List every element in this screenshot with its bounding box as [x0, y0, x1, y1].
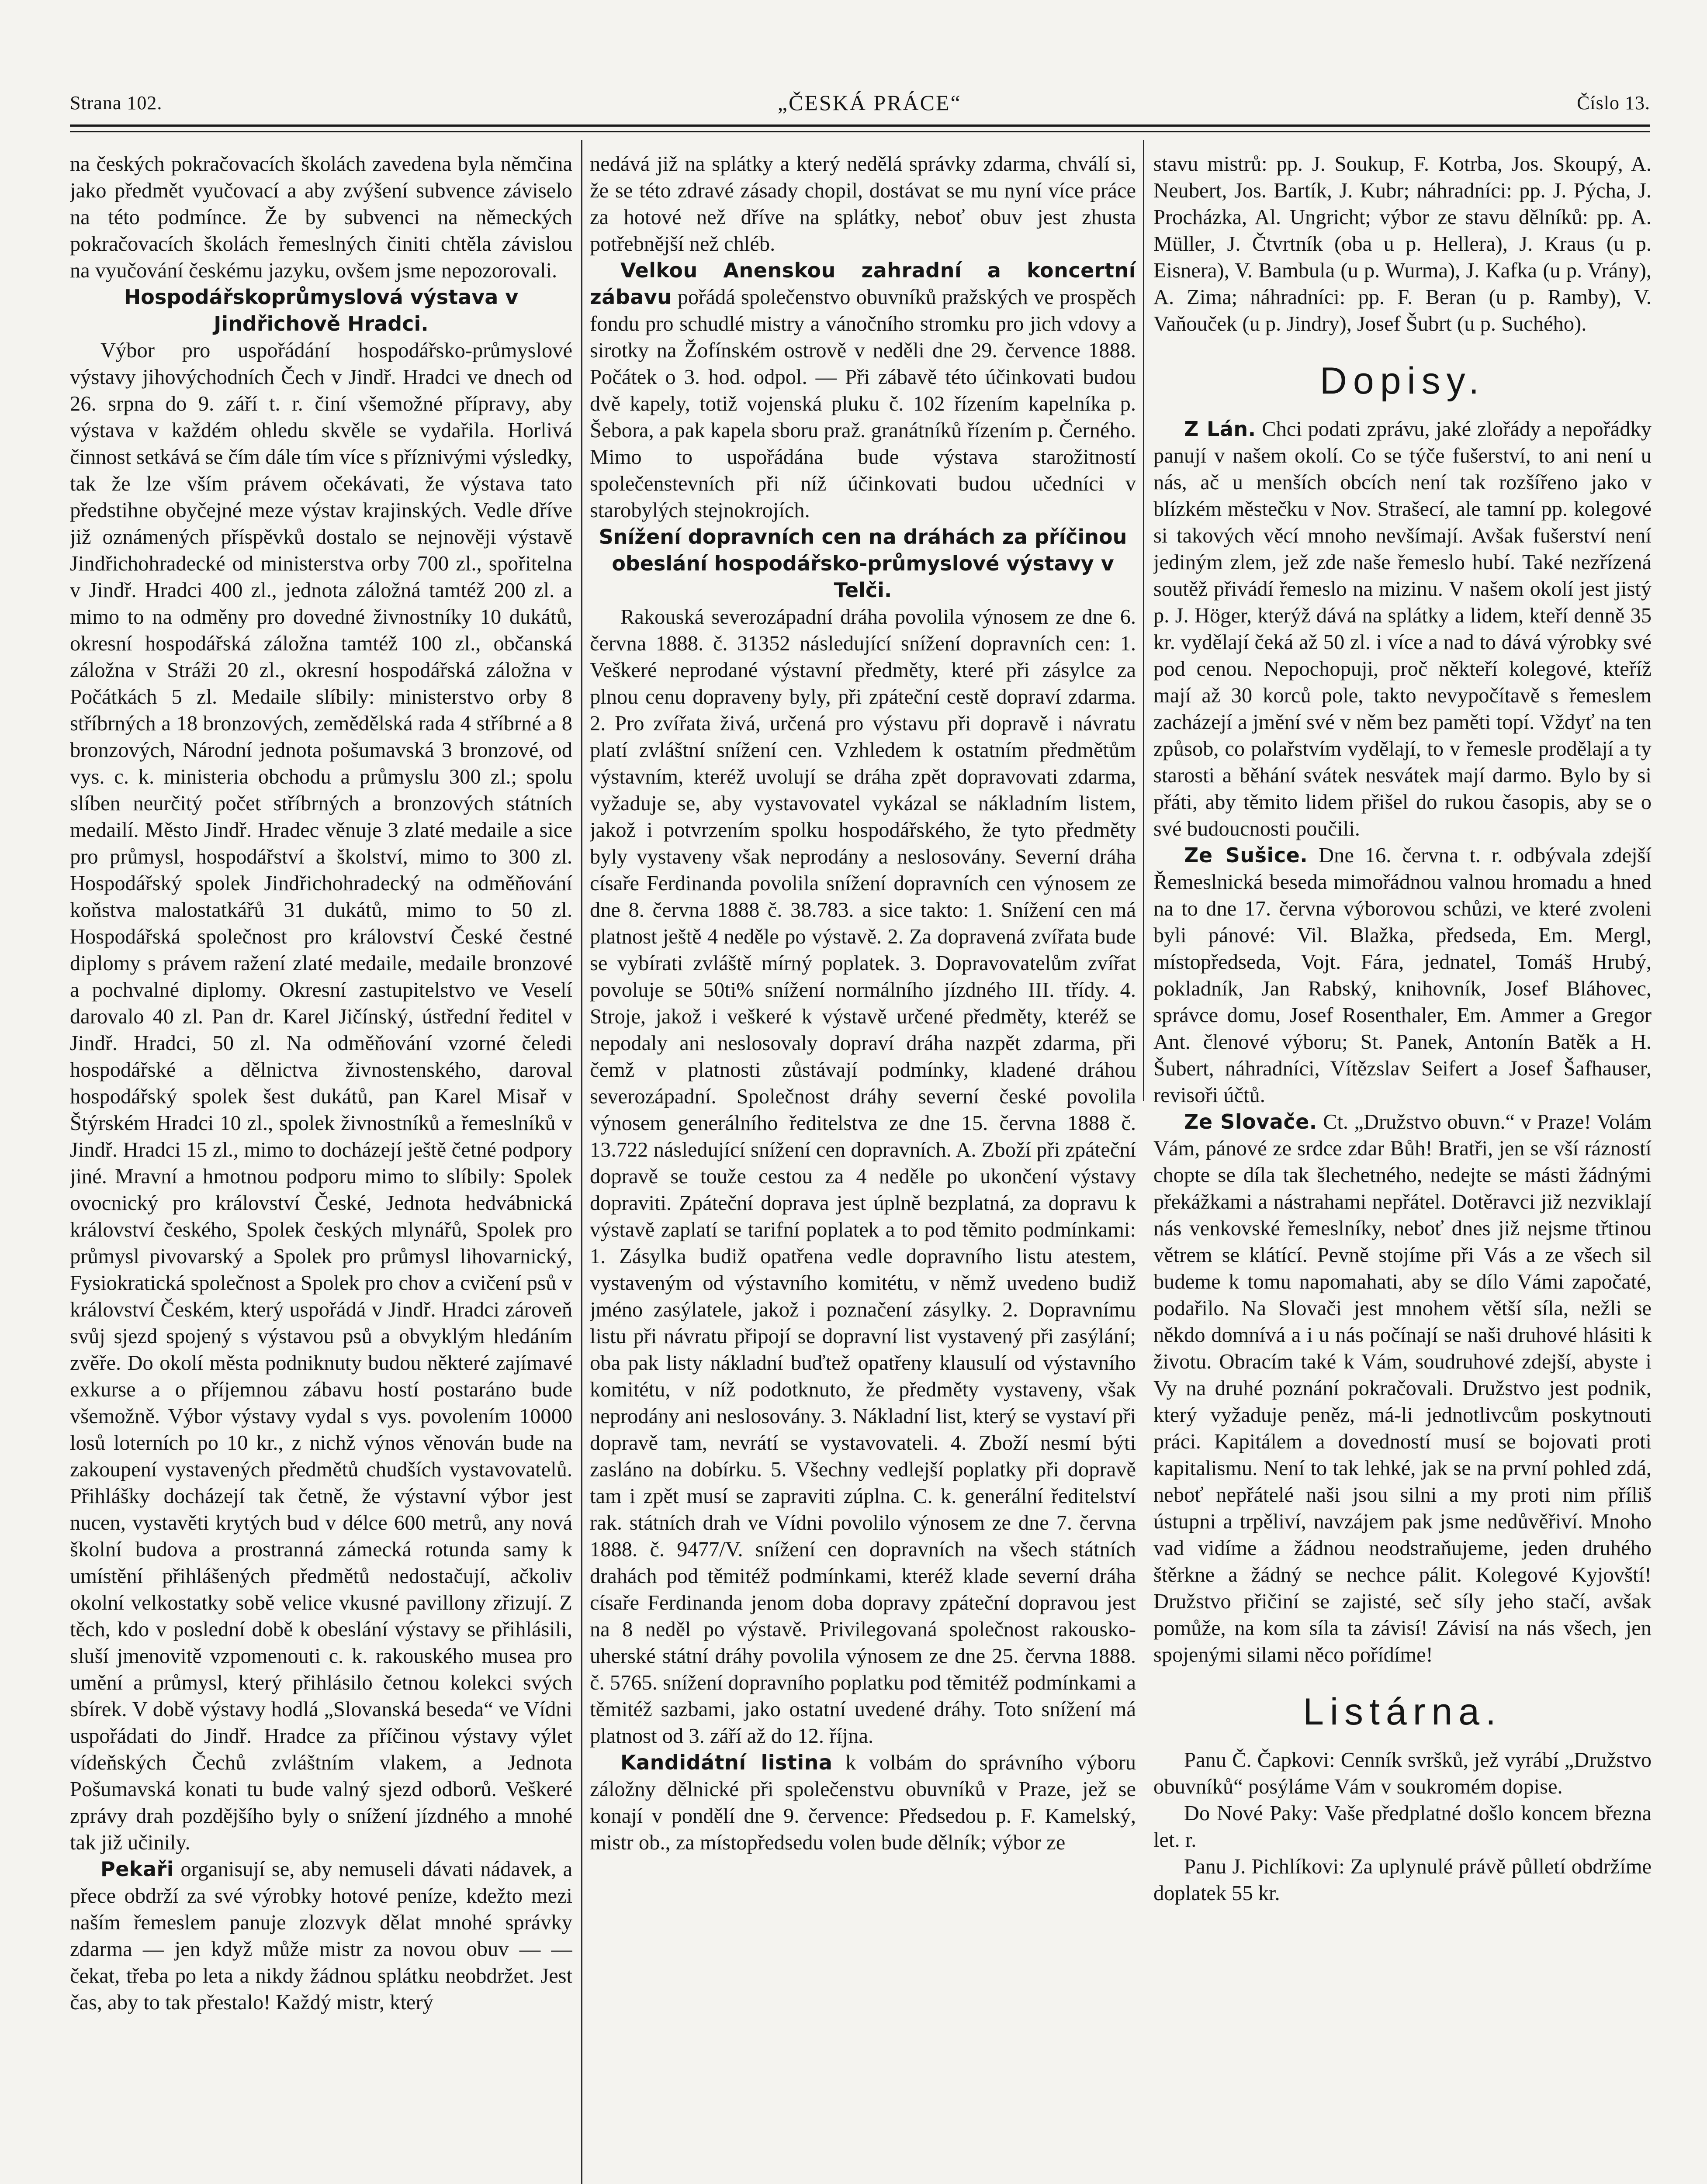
article-lead: Kandidátní listina	[620, 1751, 833, 1774]
article-lead: Z Lán.	[1184, 417, 1256, 441]
page-header	[70, 83, 1650, 122]
article-paragraph: na českých pokračovacích školách zavedena byla němčina jako předmět vyučovací a aby zvýšení subvence záviselo na této podmínce. Že by subvenci na německých pokračovacích školách řemeslných činiti chtěla závislou na vyučování českému jazyku, ovšem jsme nepozorovali.	[70, 152, 572, 282]
article-paragraph: Výbor pro uspořádání hospodářsko-průmyslové výstavy jihovýchodních Čech v Jindř. Hradci ve dnech od 26. srpna do 9. září t. r. činí všemožné přípravy, aby výstava v každém ohledu skvěle se vydařila. Horlivá činnost setkává se čím dále tím více s příznivými výsledky, tak že lze vším právem očekávati, že výstava tato předstihne obyčejné meze výstav krajinských. Vedle dříve již oznámených příspěvků dostalo se nejnověji výstavě Jindřichohradecké od ministerstva orby 700 zl., spořitelna v Jindř. Hradci 400 zl., jednota záložná tamtéž 200 zl. a mimo to na odměny pro dovedné živnostníky 10 dukátů, okresní hospodářská záložna tamtéž 100 zl., občanská záložna v Stráži 20 zl., okresní hospodářská záložna v Počátkách 5 zl. Medaile slíbily: ministerstvo orby 8 stříbrných a 18 bronzových, zemědělská rada 4 stříbrné a 8 bronzových, Národní jednota pošumavská 3 bronzové, od vys. c. k. ministeria obchodu a průmyslu 300 zl.; spolu slíben neurčitý počet stříbrných a bronzových státních medailí. Město Jindř. Hradec věnuje 3 zlaté medaile a sice pro průmysl, hospodářství a školství, mimo to 300 zl. Hospodářský spolek Jindřichohradecký na odměňování koňstva malostatkářů 31 dukátů, mimo to 50 zl. Hospodářská společnost pro království České čestné diplomy s právem ražení zlaté medaile, medaile bronzové a pochvalné diplomy. Okresní zastupitelstvo ve Veselí darovalo 40 zl. Pan dr. Karel Jičínský, ústřední ředitel v Jindř. Hradci, 50 zl. Na odměňování vzorné čeledi hospodářské a dělnictva živnostenského, daroval hospodářský spolek šest dukátů, pan Karel Misař v Štýrském Hradci 10 zl., spolek živnostníků a řemeslníků v Jindř. Hradci 15 zl., mimo to docházejí ještě četné podpory jiné. Mravní a hmotnou podporu mimo to slíbily: Spolek ovocnický pro království České, Jednota hedvábnická království českého, Spolek českých mlynářů, Spolek pro průmysl pivovarský a Spolek pro průmysl lihovarnický, Fysiokratická společnost a Spolek pro chov a cvičení psů v království Českém, který uspořádá v Jindř. Hradci zároveň svůj sjezd spojený s výstavou psů a obvyklým hledáním zvěře. Do okolí města podniknuty budou některé zajímavé exkurse a o příjemnou zábavu hostí postaráno bude všemožně. Výbor výstavy vydal s vys. povolením 10000 losů loterních po 10 kr., z nichž výnos věnován bude na zakoupení vystavených předmětů chudších vystavovatelů. Přihlášky docházejí tak četně, že výstavní výbor jest nucen, vystavěti krytých bud v délce 600 metrů, any nová školní budova a prostranná zámecká rotunda samy k umístění přihlášených předmětů nedostačují, ačkoliv okolní velkostatky sobě velice vkusné pavillony zřizují. Z těch, kdo v poslední době k obeslání výstavy se přihlásili, sluší jmenovitě vzpomenouti c. k. rakouského musea pro umění a průmysl, který přihlásilo četnou kolekci svých sbírek. V době výstavy hodlá „Slovanská beseda“ ve Vídni uspořádati do Jindř. Hradce za příčinou výstavy výlet vídeňských Čechů zvláštním vlakem, a Jednota Pošumavská konati tu bude valný sjezd odborů. Veškeré zprávy drah pozdějšího byly o snížení jízdného a mnohé tak již učinily.	[70, 339, 572, 1854]
article-paragraph: k volbám do správního výboru záložny dělnické při společenstvu obuvníků v Praze, jež se konají v pondělí dne 9. července: Předsedou p. F. Kamelský, mistr ob., za místopředsedu volen bude dělník; výbor ze	[590, 1751, 1136, 1854]
section-title-mailbox: Listárna.	[1303, 1691, 1502, 1733]
header-rule-thin	[70, 131, 1650, 132]
issue-number: Číslo 13.	[1577, 92, 1650, 114]
article-paragraph: Chci podati zprávu, jaké zlořády a nepořádky panují v našem okolí. Co se týče fušerství, to ani není u nás, ač u menších obcích není tak rozšířeno jako v blízkém městečku v Nov. Strašecí, ale tamní pp. kolegové si takových věcí mnoho nevšímají. Avšak fušerství není jediným zlem, jež zde naše řemeslo hubí. Také nezřízená soutěž přivádí řemeslo na mizinu. V našem okolí jest jistý p. J. Höger, kterýž dává na splátky a lidem, kteří denně 35 kr. vydělají čeká až 50 zl. i více a nad to dává výrobky své pod cenou. Nepochopuji, proč někteří kolegové, kteříž mají až 30 korců pole, takto nevypočítavě s řemeslem zacházejí a jmění své v něm bez paměti topí. Vždyť na ten způsob, co polařstvím vydělají, to v řemesle prodělají a ty starosti a běhání svátek nesvátek mají darmo. Bylo by si přáti, aby těmito lidem přišel do rukou časopis, aby se o své budoucnosti poučili.	[1153, 418, 1652, 840]
article-paragraph: Ct. „Družstvo obuvn.“ v Praze! Volám Vám, pánové ze srdce zdar Bůh! Bratři, jen se vší rázností chopte se díla tak šlechetného, nedejte se másti žádnými překážkami a nástrahami nepřátel. Dotěravci již nezviklají nás venkovské řemeslníky, neboť dnes již nejsme třtinou větrem se klátící. Pevně stojíme při Vás a ze všech sil budeme k tomu napomahati, aby se dílo Vámi započaté, podařilo. Na Slovači jest mnohem větší síla, nežli se někdo domnívá a i u nás počínají se naši druhové hlásiti k životu. Obracím také k Vám, soudruhové zdejší, abyste i Vy na druhé poznání pokračovali. Družstvo jest podnik, který vyžaduje peněz, má-li jednotlivcům poskytnouti práci. Kapitálem a dovedností musí se bojovati proti kapitalismu. Není to tak lehké, jak se na první pohled zdá, neboť nepřátelé naši jsou silni a my proti nim příliš ústupni a trpěliví, navzájem pak jsme nedůvěřiví. Mnoho vad vidíme a žádnou neodstraňujeme, jeden druhého štěrkne a žádný se nechce pálit. Kolegové Kyjovští! Družstvo přičiní se zajisté, seč síly jeho stačí, avšak pomůže, na kom síla ta závisí! Závisí na nás všech, jen spojenými silami něco pořídíme!	[1153, 1110, 1652, 1666]
article-paragraph: Rakouská severozápadní dráha povolila výnosem ze dne 6. června 1888. č. 31352 následující snížení dopravních cen: 1. Veškeré neprodané výstavní předměty, které při zásylce za plnou cenu dopraveny byly, při zpáteční cestě dopraví zdarma. 2. Pro zvířata živá, určená pro výstavu při dopravě i návratu platí zvláštní snížení cen. Vzhledem k ostatním předmětům výstavním, kteréž uvolují se dráha zpět dopravovati zdarma, vyžaduje se, aby vystavovatel vykázal se nákladním listem, jakož i potvrzením spolku hospodářského, že tyto předměty byly vystaveny však neprodány a neslosovány. Severní dráha císaře Ferdinanda povolila snížení dopravních cen výnosem ze dne 8. června 1888 č. 38.783. a sice takto: 1. Snížení cen má platnost ještě 4 neděle po výstavě. 2. Za dopravená zvířata bude se vybírati zvláště mírný poplatek. 3. Dopravovatelům zvířat povoluje se 50ti% snížení normálního jízdného III. třídy. 4. Stroje, jakož i veškeré k výstavě určené předměty, kteréž se nepodaly ani neslosovaly dopraví dráha nazpět zdarma, při čemž v platnosti zůstávají podmínky, kladené dráhou severozápadní. Společnost dráhy severní české povolila výnosem generálního ředitelstva ze dne 15. června 1888 č. 13.722 následující snížení cen dopravních. A. Zboží při zpáteční dopravě se touže cestou za 4 neděle po ukončení výstavy dopraviti. Zpáteční doprava jest úplně bezplatná, za dopravu k výstavě zaplatí se tarifní poplatek a to pod těmito podmínkami: 1. Zásylka budiž opatřena vedle dopravního listu atestem, vystaveným od výstavního komitétu, v němž uvedeno budiž jméno zasýlatele, jakož i poznačení zásylky. 2. Dopravnímu listu při návratu připojí se dopravní list vystavený při zasýlání; oba pak listy nákladní buďtež opatřeny klausulí od výstavního komitétu, v níž podotknuto, že předměty vystaveny, však neprodány ani neslosovány. 3. Nákladní list, který se vystaví při dopravě tam, nevrátí se vystavovateli. 4. Zboží nesmí býti zasláno na dobírku. 5. Všechny vedlejší poplatky při dopravě tam i zpět musí se zapraviti zúplna. C. k. generální ředitelství rak. státních drah ve Vídni povolilo výnosem ze dne 7. června 1888. č. 9477/V. snížení cen dopravních na všech státních drahách pod těmitéž podmínkami, kteréž klade severní dráha císaře Ferdinanda jenom doba dopravy zpáteční dopravou jest na 8 neděl po výstavě. Privilegovaná společnost rakousko-uherské státní dráhy povolila výnosem ze dne 25. června 1888. č. 5765. snížení dopravního poplatku pod těmitéž podmínkami a těmitéž sazbami, jako ostatní uvedené dráhy. Toto snížení má platnost od 3. září až do 12. října.	[590, 605, 1136, 1748]
article-paragraph: nedává již na splátky a který nedělá správky zdarma, chválí si, že se této zdravé zásady chopil, dostávat se mu nyní více práce za hotové než dříve na splátky, neboť obuv jest zhusta potřebnější než chléb.	[590, 152, 1136, 256]
mailbox-entry: Do Nové Paky: Vaše předplatné došlo koncem března let. r.	[1153, 1802, 1652, 1852]
article-heading: Snížení dopravních cen na dráhách za příčinou obeslání hospodářsko-průmyslové výstavy v Telči.	[599, 525, 1127, 602]
article-heading: Hospodářskoprůmyslová výstava v Jindřichově Hradci.	[124, 285, 519, 335]
mailbox-entry: Panu Č. Čapkovi: Cenník svršků, jež vyrábí „Družstvo obuvníků“ posýláme Vám v soukromém dopise.	[1153, 1749, 1652, 1798]
column-1	[70, 151, 572, 2184]
column-separator-1	[581, 140, 582, 2184]
column-separator-2	[1143, 140, 1144, 1101]
mailbox-entry: Panu J. Pichlíkovi: Za uplynulé právě půlletí obdržíme doplatek 55 kr.	[1153, 1855, 1652, 1905]
article-lead: Velkou Anenskou zahradní a koncertní zábavu	[590, 259, 1136, 309]
header-rule-thick	[70, 124, 1650, 127]
article-paragraph: stavu mistrů: pp. J. Soukup, F. Kotrba, Jos. Skoupý, A. Neubert, Jos. Bartík, J. Kubr; náhradníci: pp. J. Pýcha, J. Procházka, Al. Ungricht; výbor ze stavu dělníků: pp. A. Müller, J. Čtvrtník (oba u p. Hellera), J. Kraus (u p. Eisnera), V. Bambula (u p. Wurma), J. Kafka (u p. Vrány), A. Zima; náhradníci: pp. F. Beran (u p. Ramby), V. Vaňouček (u p. Jindry), Josef Šubrt (u p. Suchého).	[1153, 152, 1652, 335]
article-lead: Ze Slovače.	[1184, 1110, 1317, 1133]
journal-title: „ČESKÁ PRÁCE“	[777, 90, 962, 115]
article-paragraph: organisují se, aby nemuseli dávati nádavek, a přece obdrží za své výrobky hotové peníze, kdežto mezi naším řemeslem panuje zlozvyk dělat mnohé správky zdarma — jen když může mistr za novou obuv — — čekat, třeba po leta a nikdy žádnou splátku neobdržet. Jest čas, aby to tak přestalo! Každý mistr, který	[70, 1858, 572, 2014]
section-title-letters: Dopisy.	[1319, 360, 1485, 402]
column-2	[590, 151, 1136, 2184]
page-number: Strana 102.	[70, 92, 163, 114]
article-paragraph: pořádá společenstvo obuvníků pražských ve prospěch fondu pro schudlé mistry a vánočního stromku pro jich vdovy a sirotky na Žofínském ostrově v neděli dne 29. července 1888. Počátek o 3. hod. odpol. — Při zábavě této účinkovati budou dvě kapely, totiž vojenská pluku č. 102 řízením kapelníka p. Šebora, a pak kapela sboru praž. granátníků řízením p. Černého. Mimo to uspořádána bude výstava starožitností společenstevních při níž účinkovati budou učedníci v starobylých stejnokrojích.	[590, 286, 1136, 522]
column-3	[1153, 151, 1652, 2184]
article-lead: Pekaři	[100, 1857, 174, 1881]
article-paragraph: Dne 16. června t. r. odbývala zdejší Řemeslnická beseda mimořádnou valnou hromadu a hned na to dne 17. června výborovou schůzi, ve které zvoleni byli pánové: Vil. Blažka, předseda, Em. Mergl, místopředseda, Vojt. Fára, jednatel, Tomáš Hrubý, pokladník, Jan Rabský, knihovník, Josef Bláhovec, správce domu, Josef Rosenthaler, Em. Ammer a Gregor Ant. členové výboru; St. Panek, Antonín Batěk a H. Šubert, náhradníci, Vítězslav Seifert a Josef Šafhauser, revisoři účtů.	[1153, 844, 1652, 1107]
article-lead: Ze Sušice.	[1184, 843, 1308, 867]
